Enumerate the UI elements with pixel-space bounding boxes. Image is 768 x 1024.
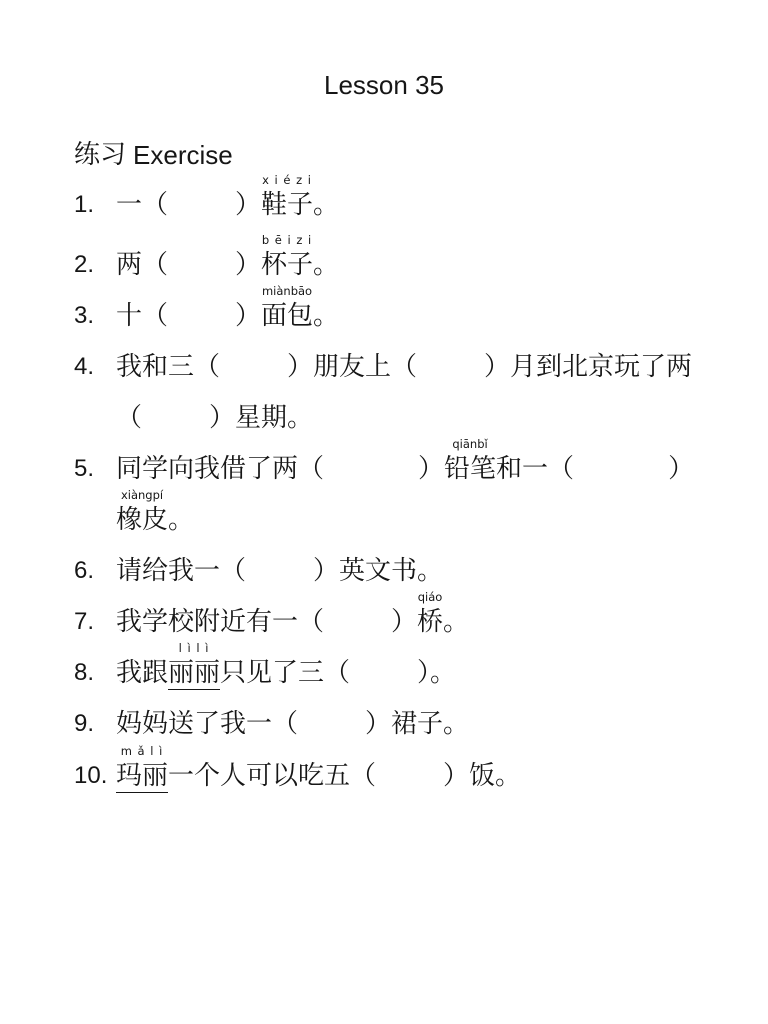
answer-blank [574,454,668,484]
pinyin-word-text: 铅笔 [444,454,497,484]
sentence-text: 两（ [116,250,169,280]
sentence-text: ） [235,190,262,220]
exercise-item-3 [0,284,768,331]
exercise-item-2 [0,233,768,280]
sentence-text: 和一（ [496,454,575,484]
item-sentence [116,437,695,484]
pinyin-word [261,284,314,331]
pinyin-word [116,488,169,535]
sentence-text: 我学校附近有一（ [116,607,325,637]
item-number: 3. [74,302,95,329]
sentence-text: 请给我一（ [116,556,247,586]
sentence-text: ） [235,250,262,280]
sentence-text: 同学向我借了两（ [116,454,325,484]
item-number: 6. [74,557,95,584]
exercise-item-10 [0,744,768,791]
pinyin-annotation: qiáo [417,590,443,604]
sentence-text: 一个人可以吃五（ [168,761,377,791]
answer-blank [376,761,443,791]
item-number: 7. [74,608,95,635]
sentence-text: 。 [313,250,340,280]
exercise-item-8 [0,641,768,688]
sentence-text: 只见了三（ [220,658,351,688]
sentence-text: 我跟 [116,658,169,688]
item-sentence [116,352,692,382]
exercise-item-4 [0,352,768,382]
item-sentence [116,709,469,739]
underlined-name [116,744,169,791]
pinyin-word [261,233,314,280]
item-number: 8. [74,659,95,686]
pinyin-word [261,173,314,220]
sentence-text: 。 [313,190,340,220]
exercise-item-5 [0,437,768,484]
sentence-text: 妈妈送了我一（ [116,709,299,739]
sentence-text: 十（ [116,301,169,331]
pinyin-word [417,590,444,637]
item-sentence [116,284,340,331]
item-number: 5. [74,455,95,482]
section-heading-en: Exercise [133,140,233,170]
sentence-text: 。 [443,607,470,637]
sentence-text: ） [418,454,445,484]
item-sentence [116,233,340,280]
sentence-text: ）裙子。 [365,709,470,739]
answer-blank [246,556,313,586]
answer-blank [298,709,365,739]
pinyin-annotation: miànbāo [261,284,313,298]
item-sentence [116,744,522,791]
answer-blank [324,454,418,484]
item-sentence [116,641,457,688]
page-title: Lesson 35 [324,70,444,100]
exercise-item-1 [0,173,768,220]
pinyin-word-text: 面包 [261,301,314,331]
underlined-name-text: 玛丽 [116,761,169,791]
sentence-text: ）星期。 [209,403,314,433]
section-heading [0,140,768,170]
sentence-text: 。 [168,505,195,535]
sentence-text: ） [668,454,695,484]
pinyin-word-text: 杯子 [261,250,314,280]
exercise-item-6 [0,556,768,586]
sentence-text: 我和三（ [116,352,221,382]
exercise-item-5-line-2 [0,488,768,535]
answer-blank [168,250,235,280]
pinyin-word-text: 橡皮 [116,505,169,535]
sentence-text: 。 [313,301,340,331]
pinyin-annotation: l ì l ì [178,641,210,655]
answer-blank [417,352,484,382]
answer-blank [324,607,391,637]
item-sentence-continued [116,488,195,535]
sentence-text: ）月到北京玩了两 [484,352,693,382]
sentence-text: ）。 [417,658,457,688]
section-heading-text [74,140,233,170]
pinyin-annotation: qiānbǐ [452,437,488,451]
pinyin-annotation: b ē i z i [261,233,313,247]
exercise-item-7 [0,590,768,637]
pinyin-annotation: m ǎ l ì [120,744,164,758]
pinyin-annotation: x i é z i [262,173,312,187]
sentence-text: 一（ [116,190,169,220]
sentence-text: ） [235,301,262,331]
pinyin-word-text: 鞋子 [261,190,314,220]
answer-blank [142,403,209,433]
sentence-text: ）英文书。 [313,556,444,586]
pinyin-word [444,437,497,484]
answer-blank [168,190,235,220]
answer-blank [168,301,235,331]
underlined-name-text: 丽丽 [168,658,221,688]
item-sentence [116,590,470,637]
sentence-text: ） [391,607,418,637]
answer-blank [220,352,287,382]
sentence-text: ）朋友上（ [287,352,418,382]
item-number: 4. [74,353,95,380]
item-number: 10. [74,762,108,789]
underlined-name [168,641,221,688]
pinyin-word-text: 桥 [417,607,444,637]
item-sentence [116,173,340,220]
item-number: 2. [74,251,95,278]
item-sentence-continued [116,403,313,433]
sentence-text: ）饭。 [443,761,522,791]
exercise-item-9 [0,709,768,739]
item-number: 1. [74,191,95,218]
pinyin-annotation: xiàngpí [120,488,164,502]
sentence-text: （ [116,403,143,433]
item-sentence [116,556,443,586]
section-heading-zh: 练习 [74,140,127,170]
answer-blank [350,658,417,688]
exercise-item-4-line-2 [0,403,768,433]
item-number: 9. [74,710,95,737]
